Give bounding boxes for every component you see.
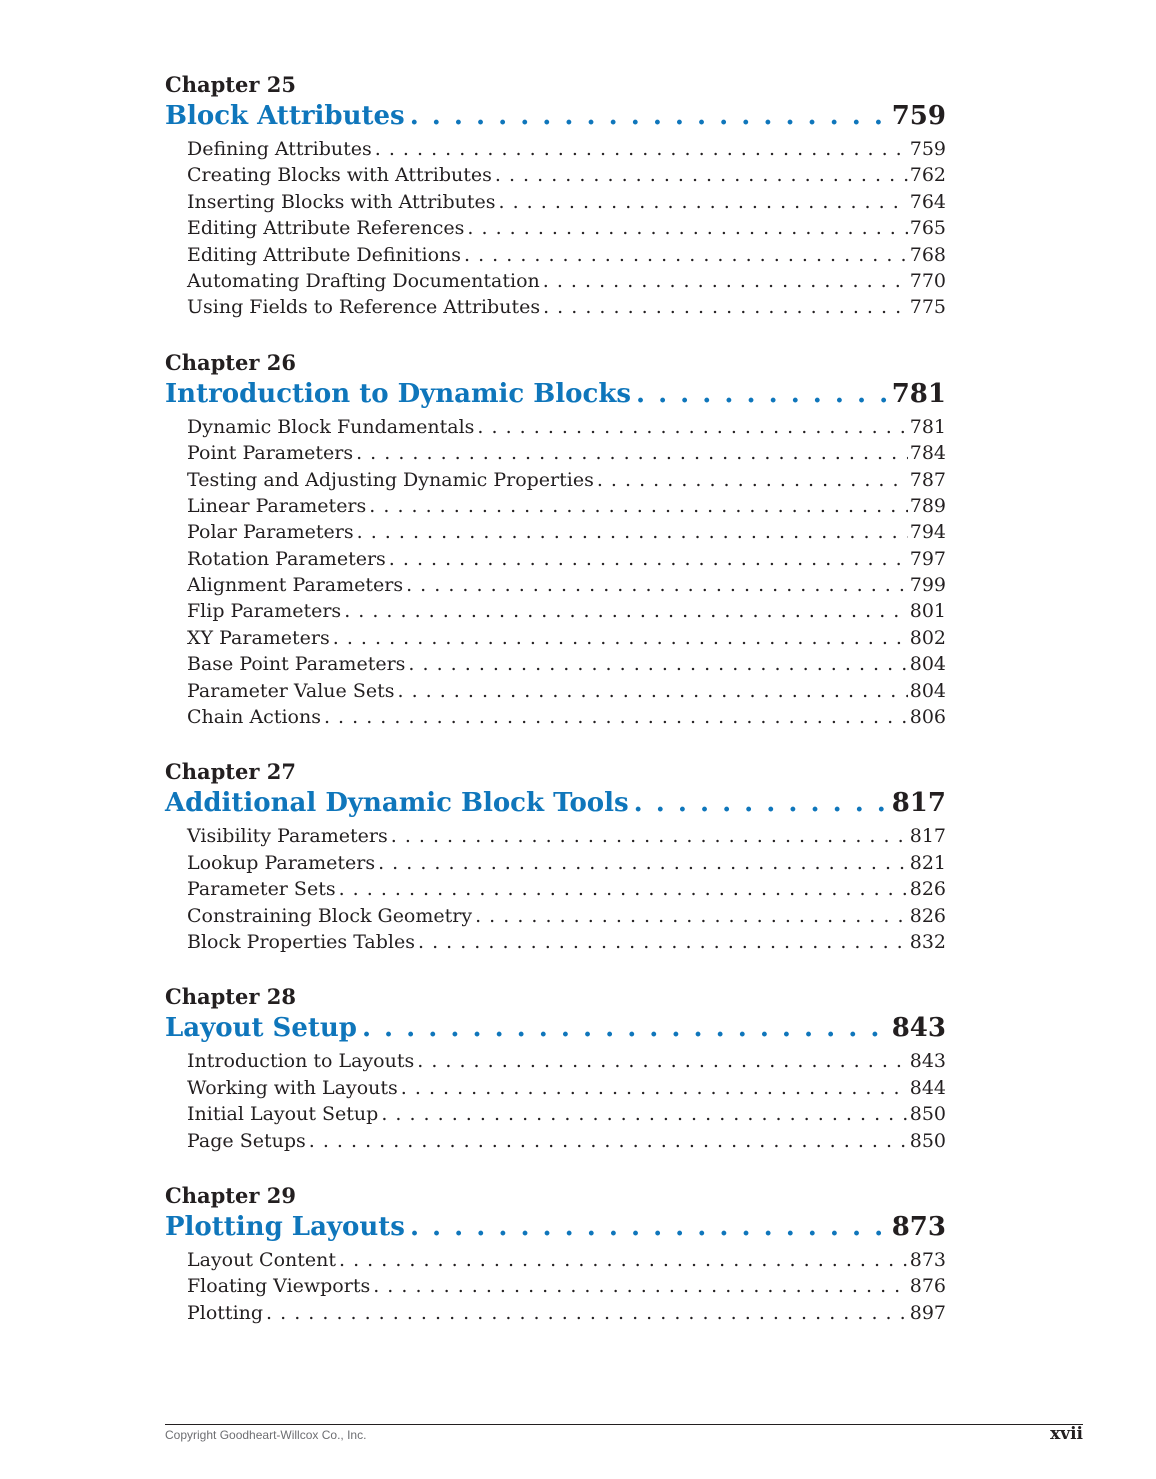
section-entry[interactable]: [187, 189, 946, 215]
section-name[interactable]: Point Parameters: [187, 442, 354, 465]
section-page-number: 843: [909, 1050, 946, 1073]
section-entry[interactable]: [187, 929, 946, 955]
chapter-title-row[interactable]: [165, 1211, 946, 1245]
chapter-page-number: 781: [891, 378, 946, 409]
dot-leader: [309, 1128, 908, 1154]
chapter-title[interactable]: Additional Dynamic Block Tools: [165, 788, 629, 819]
section-list: [187, 1247, 946, 1326]
chapter-block: [165, 982, 946, 1154]
dot-leader: [410, 1211, 888, 1243]
dot-leader: [597, 467, 908, 493]
dot-leader: [339, 1247, 908, 1273]
section-page-number: 787: [909, 468, 946, 491]
chapter-page-number: 759: [891, 101, 946, 131]
dot-leader: [636, 378, 888, 410]
dot-leader: [477, 414, 907, 440]
section-name[interactable]: Editing Attribute References: [187, 217, 465, 240]
section-entry[interactable]: [187, 850, 946, 876]
section-name[interactable]: Editing Attribute Definitions: [187, 243, 461, 266]
section-page-number: 789: [909, 494, 946, 517]
section-name[interactable]: Initial Layout Setup: [187, 1103, 379, 1126]
section-entry[interactable]: [187, 546, 946, 572]
section-entry[interactable]: [187, 876, 946, 902]
dot-leader: [401, 1075, 908, 1101]
section-name[interactable]: Automating Drafting Documentation: [187, 269, 540, 292]
section-list: [187, 1048, 946, 1154]
section-name[interactable]: Base Point Parameters: [187, 653, 406, 676]
chapter-title-row[interactable]: [165, 1012, 946, 1046]
dot-leader: [417, 1048, 908, 1074]
section-name[interactable]: Layout Content: [187, 1248, 336, 1271]
section-page-number: 832: [909, 930, 946, 953]
chapter-title-row[interactable]: [165, 787, 946, 821]
section-name[interactable]: Creating Blocks with Attributes: [187, 164, 492, 187]
dot-leader: [324, 704, 908, 730]
section-entry[interactable]: [187, 215, 946, 241]
dot-leader: [266, 1300, 908, 1326]
section-page-number: 804: [909, 653, 946, 676]
chapter-label: Chapter 27: [165, 759, 296, 785]
dot-leader: [344, 598, 908, 624]
section-entry[interactable]: [187, 823, 946, 849]
dot-leader: [475, 903, 908, 929]
dot-leader: [408, 651, 907, 677]
section-entry[interactable]: [187, 414, 946, 440]
section-entry[interactable]: [187, 1048, 946, 1074]
chapter-title[interactable]: Introduction to Dynamic Blocks: [165, 378, 631, 409]
dot-leader: [634, 787, 888, 819]
section-page-number: 794: [909, 521, 946, 544]
section-name[interactable]: Rotation Parameters: [187, 547, 386, 570]
dot-leader: [397, 678, 907, 704]
section-name[interactable]: Lookup Parameters: [187, 851, 376, 874]
section-entry[interactable]: [187, 1128, 946, 1154]
section-list: [187, 136, 946, 321]
dot-leader: [406, 572, 908, 598]
chapter-block: [165, 1181, 946, 1326]
section-name[interactable]: Introduction to Layouts: [187, 1050, 415, 1073]
dot-leader: [467, 215, 907, 241]
dot-leader: [378, 850, 908, 876]
copyright-notice: Copyright Goodheart-Willcox Co., Inc.: [165, 1428, 367, 1442]
section-entry[interactable]: [187, 1273, 946, 1299]
section-name[interactable]: Parameter Value Sets: [187, 679, 395, 702]
chapter-title-row[interactable]: [165, 378, 946, 412]
section-name[interactable]: Working with Layouts: [187, 1076, 398, 1099]
section-page-number: 759: [909, 138, 946, 160]
chapter-block: [165, 348, 946, 731]
section-entry[interactable]: [187, 598, 946, 624]
section-page-number: 850: [909, 1129, 946, 1152]
section-page-number: 802: [909, 626, 946, 649]
chapter-title[interactable]: Block Attributes: [165, 101, 405, 131]
chapter-block: [165, 757, 946, 955]
dot-leader: [543, 268, 908, 294]
chapter-title-row[interactable]: [165, 100, 946, 134]
section-page-number: 784: [909, 442, 946, 465]
dot-leader: [410, 100, 888, 132]
chapter-title[interactable]: Layout Setup: [165, 1013, 357, 1044]
section-list: [187, 823, 946, 955]
section-name[interactable]: Testing and Adjusting Dynamic Properties: [187, 468, 594, 491]
page-number: xvii: [1050, 1424, 1083, 1444]
dot-leader: [333, 625, 908, 651]
section-entry[interactable]: [187, 1101, 946, 1127]
section-page-number: 775: [909, 296, 946, 319]
section-page-number: 799: [909, 574, 946, 597]
section-entry[interactable]: [187, 651, 946, 677]
section-entry[interactable]: [187, 1247, 946, 1273]
section-name[interactable]: Using Fields to Reference Attributes: [187, 296, 541, 319]
footer-rule: [165, 1424, 1083, 1425]
table-of-contents: [165, 70, 946, 1353]
section-page-number: 844: [909, 1076, 946, 1099]
dot-leader: [391, 823, 908, 849]
section-entry[interactable]: [187, 493, 946, 519]
dot-leader: [389, 546, 908, 572]
section-page-number: 764: [909, 190, 946, 213]
section-name[interactable]: Defining Attributes: [187, 138, 372, 160]
section-name[interactable]: Parameter Sets: [187, 878, 336, 901]
section-page-number: 821: [909, 851, 946, 874]
section-entry[interactable]: [187, 294, 946, 320]
section-page-number: 873: [909, 1248, 946, 1271]
chapter-page-number: 873: [891, 1211, 946, 1242]
dot-leader: [495, 162, 908, 188]
section-entry[interactable]: [187, 903, 946, 929]
chapter-block: [165, 70, 946, 321]
section-page-number: 826: [909, 878, 946, 901]
section-page-number: 801: [909, 600, 946, 623]
section-name[interactable]: Plotting: [187, 1301, 264, 1324]
section-page-number: 850: [909, 1103, 946, 1126]
chapter-title[interactable]: Plotting Layouts: [165, 1211, 405, 1242]
dot-leader: [464, 242, 908, 268]
section-page-number: 806: [909, 706, 946, 729]
dot-leader: [375, 136, 908, 162]
section-entry[interactable]: [187, 1300, 946, 1326]
section-list: [187, 414, 946, 731]
chapter-page-number: 817: [891, 788, 946, 819]
section-name[interactable]: Linear Parameters: [187, 494, 367, 517]
section-entry[interactable]: [187, 162, 946, 188]
section-name[interactable]: Inserting Blocks with Attributes: [187, 190, 496, 213]
section-page-number: 826: [909, 904, 946, 927]
chapter-label: Chapter 26: [165, 349, 296, 375]
section-page-number: 876: [909, 1275, 946, 1298]
dot-leader: [357, 519, 908, 545]
chapter-page-number: 843: [891, 1013, 946, 1044]
section-page-number: 768: [909, 243, 946, 266]
section-page-number: 762: [909, 164, 946, 187]
dot-leader: [356, 440, 908, 466]
section-entry[interactable]: [187, 572, 946, 598]
chapter-label: Chapter 25: [165, 72, 296, 97]
dot-leader: [373, 1273, 908, 1299]
section-page-number: 817: [909, 825, 946, 848]
section-entry[interactable]: [187, 519, 946, 545]
section-name[interactable]: Dynamic Block Fundamentals: [187, 415, 475, 438]
dot-leader: [381, 1101, 907, 1127]
section-name[interactable]: XY Parameters: [187, 626, 330, 649]
section-entry[interactable]: [187, 136, 946, 162]
section-entry[interactable]: [187, 440, 946, 466]
section-name[interactable]: Visibility Parameters: [187, 825, 388, 848]
section-entry[interactable]: [187, 1075, 946, 1101]
section-name[interactable]: Floating Viewports: [187, 1275, 371, 1298]
section-page-number: 765: [909, 217, 946, 240]
section-entry[interactable]: [187, 704, 946, 730]
dot-leader: [362, 1012, 888, 1044]
section-name[interactable]: Alignment Parameters: [187, 574, 404, 597]
section-page-number: 797: [909, 547, 946, 570]
section-name[interactable]: Block Properties Tables: [187, 930, 415, 953]
dot-leader: [499, 189, 908, 215]
section-page-number: 804: [909, 679, 946, 702]
section-page-number: 897: [909, 1301, 946, 1324]
section-page-number: 770: [909, 269, 946, 292]
section-name[interactable]: Constraining Block Geometry: [187, 904, 473, 927]
section-name[interactable]: Polar Parameters: [187, 521, 354, 544]
dot-leader: [543, 294, 908, 320]
section-entry[interactable]: [187, 467, 946, 493]
section-name[interactable]: Page Setups: [187, 1129, 306, 1152]
section-entry[interactable]: [187, 242, 946, 268]
section-entry[interactable]: [187, 625, 946, 651]
dot-leader: [369, 493, 907, 519]
section-name[interactable]: Chain Actions: [187, 706, 321, 729]
chapter-label: Chapter 29: [165, 1182, 296, 1208]
section-entry[interactable]: [187, 678, 946, 704]
dot-leader: [418, 929, 908, 955]
section-name[interactable]: Flip Parameters: [187, 600, 342, 623]
dot-leader: [339, 876, 908, 902]
section-page-number: 781: [909, 415, 946, 438]
chapter-label: Chapter 28: [165, 984, 296, 1010]
section-entry[interactable]: [187, 268, 946, 294]
